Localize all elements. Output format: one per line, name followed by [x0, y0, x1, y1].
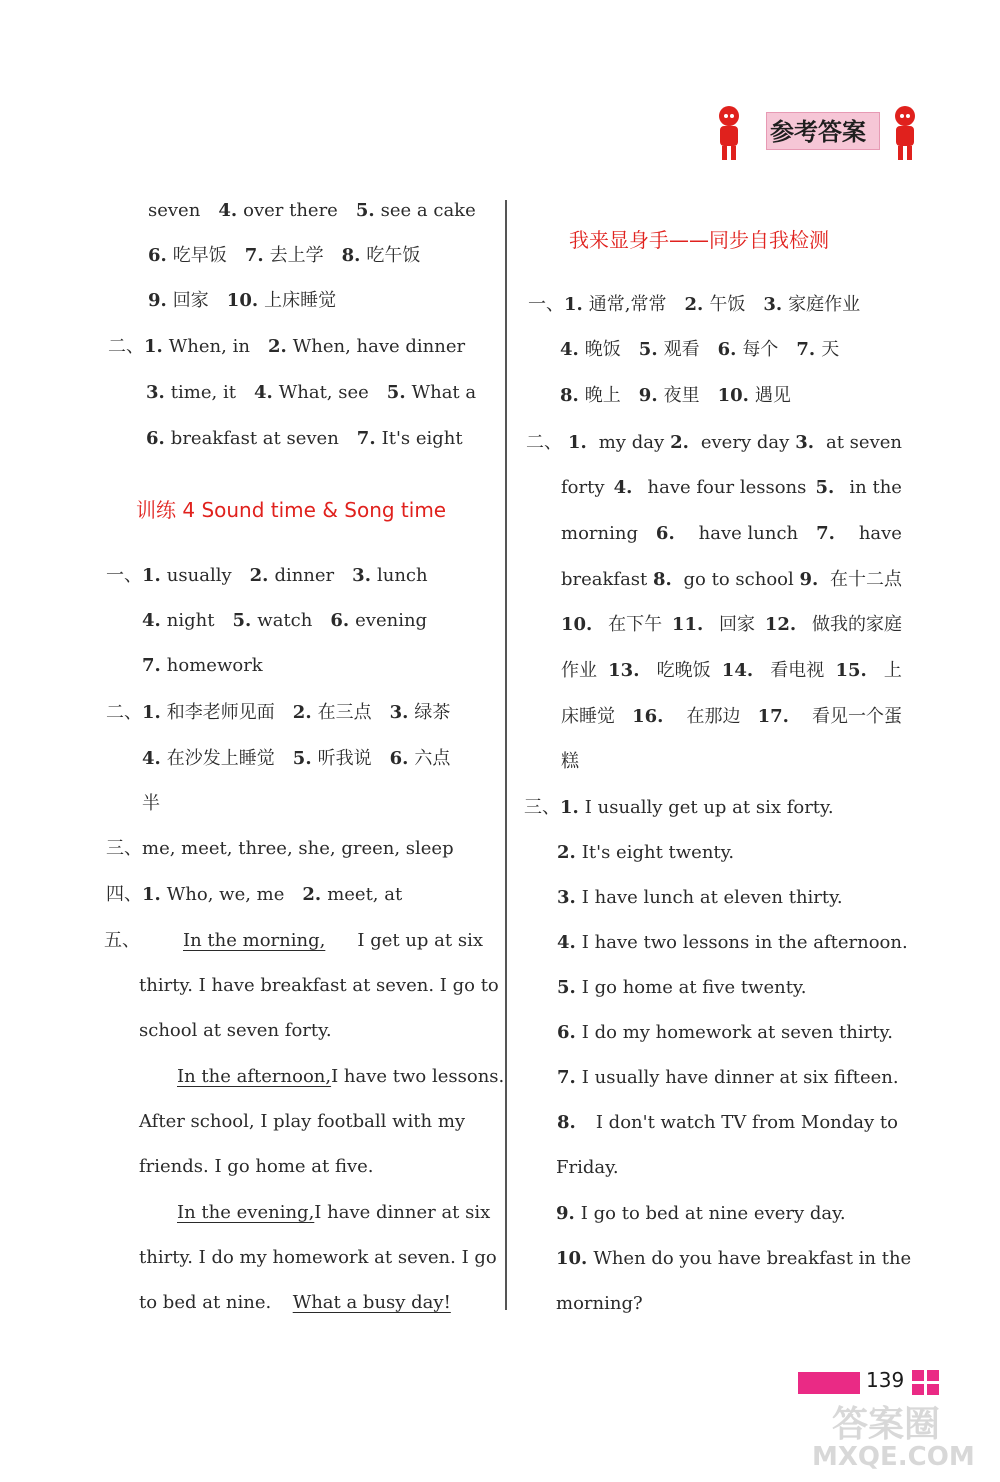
item-number: 4. — [142, 610, 161, 631]
answer-text: go to school — [683, 569, 794, 590]
answer-text: breakfast — [561, 569, 648, 590]
item-number: 3. — [557, 887, 576, 908]
answer-text: see a cake — [380, 200, 476, 221]
answer-text: 在那边 — [686, 706, 741, 727]
item-number: 3. — [795, 432, 815, 453]
answer-text: 上 — [883, 660, 902, 681]
underlined-phrase: What a busy day! — [292, 1292, 451, 1313]
item-number: 7. — [244, 245, 264, 266]
answer-line — [557, 930, 908, 956]
answer-text: 每个 — [742, 339, 779, 360]
answer-line — [557, 975, 806, 1001]
answer-text: 看见一个蛋 — [811, 706, 902, 727]
answer-text: usually — [166, 565, 232, 586]
answer-text: I have two lessons in the afternoon. — [581, 932, 908, 953]
item-number: 2. — [670, 432, 689, 453]
answer-text: I go to bed at nine every day. — [580, 1203, 846, 1224]
item-number: 1. — [567, 432, 587, 453]
item-number: 7. — [356, 428, 376, 449]
answer-text: What a — [411, 382, 477, 403]
item-number: 2. — [249, 565, 269, 586]
answer-line — [556, 1155, 619, 1181]
item-number: 1. — [142, 702, 161, 723]
answer-text: I do my homework at seven thirty. — [581, 1022, 893, 1043]
answer-line — [561, 612, 902, 638]
item-number: 9. — [556, 1203, 575, 1224]
answer-text: 六点 — [414, 748, 451, 769]
answer-text: 半 — [142, 793, 160, 814]
answer-text: have — [858, 523, 902, 544]
item-number: 10. — [561, 614, 593, 635]
answer-text: When do you have breakfast in the — [593, 1248, 912, 1269]
item-number: 2. — [302, 884, 322, 905]
answer-text: It's eight twenty. — [581, 842, 735, 863]
answer-line — [146, 380, 476, 406]
item-number: 6. — [557, 1022, 576, 1043]
answer-text: 在十二点 — [829, 569, 902, 590]
answer-text: 在下午 — [608, 614, 663, 635]
answer-text: I usually get up at six forty. — [584, 797, 834, 818]
essay-text: I have dinner at six — [314, 1202, 491, 1223]
item-number: 1. — [142, 884, 161, 905]
item-number: 17. — [757, 706, 789, 727]
answer-line — [106, 700, 450, 726]
item-number: 5. — [292, 748, 312, 769]
answer-text: watch — [257, 610, 313, 631]
answer-line — [561, 749, 579, 775]
essay-line: friends. I go home at five. — [139, 1156, 374, 1177]
item-number: 4. — [560, 339, 579, 360]
answer-text: When, have dinner — [292, 336, 466, 357]
answer-text: 糕 — [561, 751, 579, 772]
answer-line — [528, 292, 860, 318]
answer-line — [561, 475, 902, 501]
item-number: 6. — [330, 610, 350, 631]
answer-text: morning? — [556, 1293, 643, 1314]
answer-text: meet, at — [327, 884, 403, 905]
item-number: 8. — [653, 569, 672, 590]
answer-text: 在沙发上睡觉 — [166, 748, 275, 769]
essay-label: 五、 — [104, 930, 140, 951]
item-number: 2. — [557, 842, 576, 863]
answer-line — [524, 795, 834, 821]
item-number: 8. — [560, 385, 579, 406]
answer-text: 在三点 — [317, 702, 372, 723]
answer-text: 二、 — [108, 336, 144, 357]
essay-text: I get up at six — [357, 930, 483, 951]
item-number: 1. — [144, 336, 163, 357]
answer-text: I usually have dinner at six fifteen. — [581, 1067, 899, 1088]
answer-text: over there — [243, 200, 338, 221]
item-number: 3. — [763, 294, 783, 315]
item-number: 4. — [557, 932, 576, 953]
item-number: 16. — [632, 706, 664, 727]
answer-text: When, in — [168, 336, 250, 357]
item-number: 7. — [557, 1067, 576, 1088]
answer-text: 听我说 — [317, 748, 372, 769]
item-number: 5. — [232, 610, 252, 631]
answer-text: 去上学 — [269, 245, 324, 266]
item-number: 14. — [721, 660, 754, 681]
item-number: 4. — [218, 200, 238, 221]
answer-text: night — [166, 610, 215, 631]
item-number: 10. — [556, 1248, 588, 1269]
answer-line — [142, 653, 263, 679]
answer-text: 一、 — [528, 294, 564, 315]
answer-line — [146, 426, 463, 452]
item-number: 4. — [142, 748, 161, 769]
answer-text: 天 — [821, 339, 840, 360]
answer-text: It's eight — [381, 428, 463, 449]
answer-line — [148, 198, 476, 224]
answer-text: I don't watch TV from Monday to — [595, 1112, 898, 1133]
answer-line — [142, 608, 427, 634]
cartoon-kid-left-icon — [712, 104, 746, 162]
answer-text: 三、me, meet, three, she, green, sleep — [106, 838, 454, 859]
item-number: 13. — [608, 660, 640, 681]
item-number: 5. — [638, 339, 658, 360]
item-number: 10. — [226, 290, 259, 311]
underlined-phrase: In the morning, — [183, 930, 326, 951]
answer-text: breakfast at seven — [170, 428, 339, 449]
answer-text: Who, we, me — [166, 884, 285, 905]
item-number: 4. — [613, 477, 633, 498]
answer-line — [560, 337, 839, 363]
item-number: 3. — [352, 565, 371, 586]
item-number: 8. — [341, 245, 361, 266]
answer-text: in the — [849, 477, 902, 498]
item-number: 5. — [815, 477, 835, 498]
item-number: 7. — [142, 655, 161, 676]
answer-line — [556, 1201, 846, 1227]
answer-text: 做我的家庭 — [811, 614, 902, 635]
essay-line — [183, 928, 483, 954]
answer-text: 和李老师见面 — [166, 702, 275, 723]
answer-line — [557, 1020, 893, 1046]
answer-text: What, see — [278, 382, 369, 403]
answer-text: 一、 — [106, 565, 142, 586]
section-title-self-check: 我来显身手——同步自我检测 — [569, 228, 829, 252]
item-number: 3. — [389, 702, 409, 723]
item-number: 6. — [148, 245, 167, 266]
essay-line: school at seven forty. — [139, 1020, 332, 1041]
page-number: 139 — [866, 1368, 905, 1392]
answer-text: 作业 — [561, 660, 597, 681]
page-number-bar — [798, 1372, 860, 1394]
item-number: 10. — [717, 385, 749, 406]
answer-text: 晚上 — [584, 385, 621, 406]
answer-line — [557, 1065, 899, 1091]
essay-line — [177, 1064, 505, 1090]
answer-line — [106, 836, 454, 862]
item-number: 9. — [799, 569, 819, 590]
answer-text: 吃午饭 — [366, 245, 421, 266]
answer-line — [557, 1110, 898, 1136]
answer-text: have four lessons — [647, 477, 807, 498]
answer-text: have lunch — [698, 523, 799, 544]
answer-key-badge — [712, 98, 922, 170]
answer-text: 上床睡觉 — [264, 290, 337, 311]
answer-text: Friday. — [556, 1157, 619, 1178]
item-number: 6. — [717, 339, 737, 360]
answer-line — [148, 288, 336, 314]
answer-text: I have lunch at eleven thirty. — [581, 887, 843, 908]
item-number: 8. — [557, 1112, 576, 1133]
answer-text: 看电视 — [770, 660, 825, 681]
answer-text: 观看 — [663, 339, 700, 360]
answer-line — [557, 840, 734, 866]
item-number: 1. — [142, 565, 161, 586]
item-number: 7. — [816, 523, 835, 544]
item-number: 6. — [146, 428, 165, 449]
essay-text: I have two lessons. — [331, 1066, 505, 1087]
answer-text: 吃早饭 — [172, 245, 227, 266]
answer-text: 通常,常常 — [588, 294, 667, 315]
item-number: 3. — [146, 382, 165, 403]
answer-line — [556, 1246, 912, 1272]
answer-text: evening — [355, 610, 428, 631]
answer-line — [108, 334, 465, 360]
item-number: 4. — [253, 382, 273, 403]
item-number: 5. — [386, 382, 406, 403]
answer-line — [148, 243, 420, 269]
answer-text: 晚饭 — [584, 339, 621, 360]
answer-text: every day — [700, 432, 790, 453]
answer-line — [142, 746, 450, 772]
answer-line — [106, 563, 428, 589]
item-number: 5. — [355, 200, 375, 221]
answer-text: 二、 — [526, 432, 562, 453]
answer-line — [561, 567, 902, 593]
item-number: 2. — [267, 336, 287, 357]
item-number: 11. — [671, 614, 704, 635]
item-number: 5. — [557, 977, 576, 998]
item-number: 9. — [148, 290, 167, 311]
answer-line — [142, 791, 160, 817]
badge-label: 参考答案 — [770, 118, 866, 146]
essay-line — [139, 1290, 451, 1316]
essay-line: After school, I play football with my — [139, 1111, 466, 1132]
answer-text: 回家 — [172, 290, 209, 311]
answer-line — [526, 430, 902, 456]
item-number: 6. — [655, 523, 675, 544]
watermark-logo-text: 答案圈 — [832, 1404, 941, 1445]
watermark — [792, 1396, 992, 1476]
answer-text: dinner — [274, 565, 335, 586]
answer-line — [560, 383, 791, 409]
answer-text: 夜里 — [663, 385, 700, 406]
answer-text: 遇见 — [754, 385, 791, 406]
answer-line — [557, 885, 843, 911]
essay-line — [177, 1200, 491, 1226]
answer-text: homework — [166, 655, 263, 676]
watermark-url: MXQE.COM — [812, 1442, 975, 1472]
answer-text: at seven — [826, 432, 902, 453]
answer-line — [561, 521, 902, 547]
item-number: 1. — [564, 294, 583, 315]
answer-text: 四、 — [106, 884, 142, 905]
item-number: 2. — [684, 294, 704, 315]
answer-line — [561, 704, 902, 730]
answer-line — [556, 1291, 643, 1317]
item-number: 15. — [835, 660, 867, 681]
item-number: 2. — [292, 702, 312, 723]
answer-text: time, it — [170, 382, 236, 403]
item-number: 9. — [638, 385, 658, 406]
answer-text: 三、 — [524, 797, 560, 818]
item-number: 6. — [389, 748, 409, 769]
answer-text: morning — [561, 523, 638, 544]
item-number: 7. — [796, 339, 816, 360]
answer-text: 午饭 — [709, 294, 746, 315]
answer-text: forty — [561, 477, 605, 498]
answer-text: 吃晚饭 — [656, 660, 711, 681]
answer-text: seven — [148, 200, 201, 221]
column-divider — [505, 200, 507, 1310]
page-corner-squares-icon — [912, 1370, 940, 1396]
answer-text: 回家 — [719, 614, 756, 635]
underlined-phrase: In the afternoon, — [177, 1066, 332, 1087]
answer-text: 二、 — [106, 702, 142, 723]
underlined-phrase: In the evening, — [177, 1202, 315, 1223]
answer-text: 家庭作业 — [788, 294, 861, 315]
answer-line — [561, 658, 902, 684]
answer-text: 床睡觉 — [561, 706, 615, 727]
essay-line: thirty. I have breakfast at seven. I go to — [139, 975, 499, 996]
answer-text: I go home at five twenty. — [581, 977, 807, 998]
item-number: 12. — [764, 614, 797, 635]
section-title-sound-time: 训练 4 Sound time & Song time — [136, 498, 447, 522]
essay-text: to bed at nine. — [139, 1292, 272, 1313]
item-number: 1. — [560, 797, 579, 818]
cartoon-kid-right-icon — [888, 104, 922, 162]
essay-line: thirty. I do my homework at seven. I go — [139, 1247, 497, 1268]
answer-text: lunch — [376, 565, 428, 586]
answer-line — [106, 882, 402, 908]
answer-text: 绿茶 — [414, 702, 451, 723]
answer-text: my day — [598, 432, 665, 453]
